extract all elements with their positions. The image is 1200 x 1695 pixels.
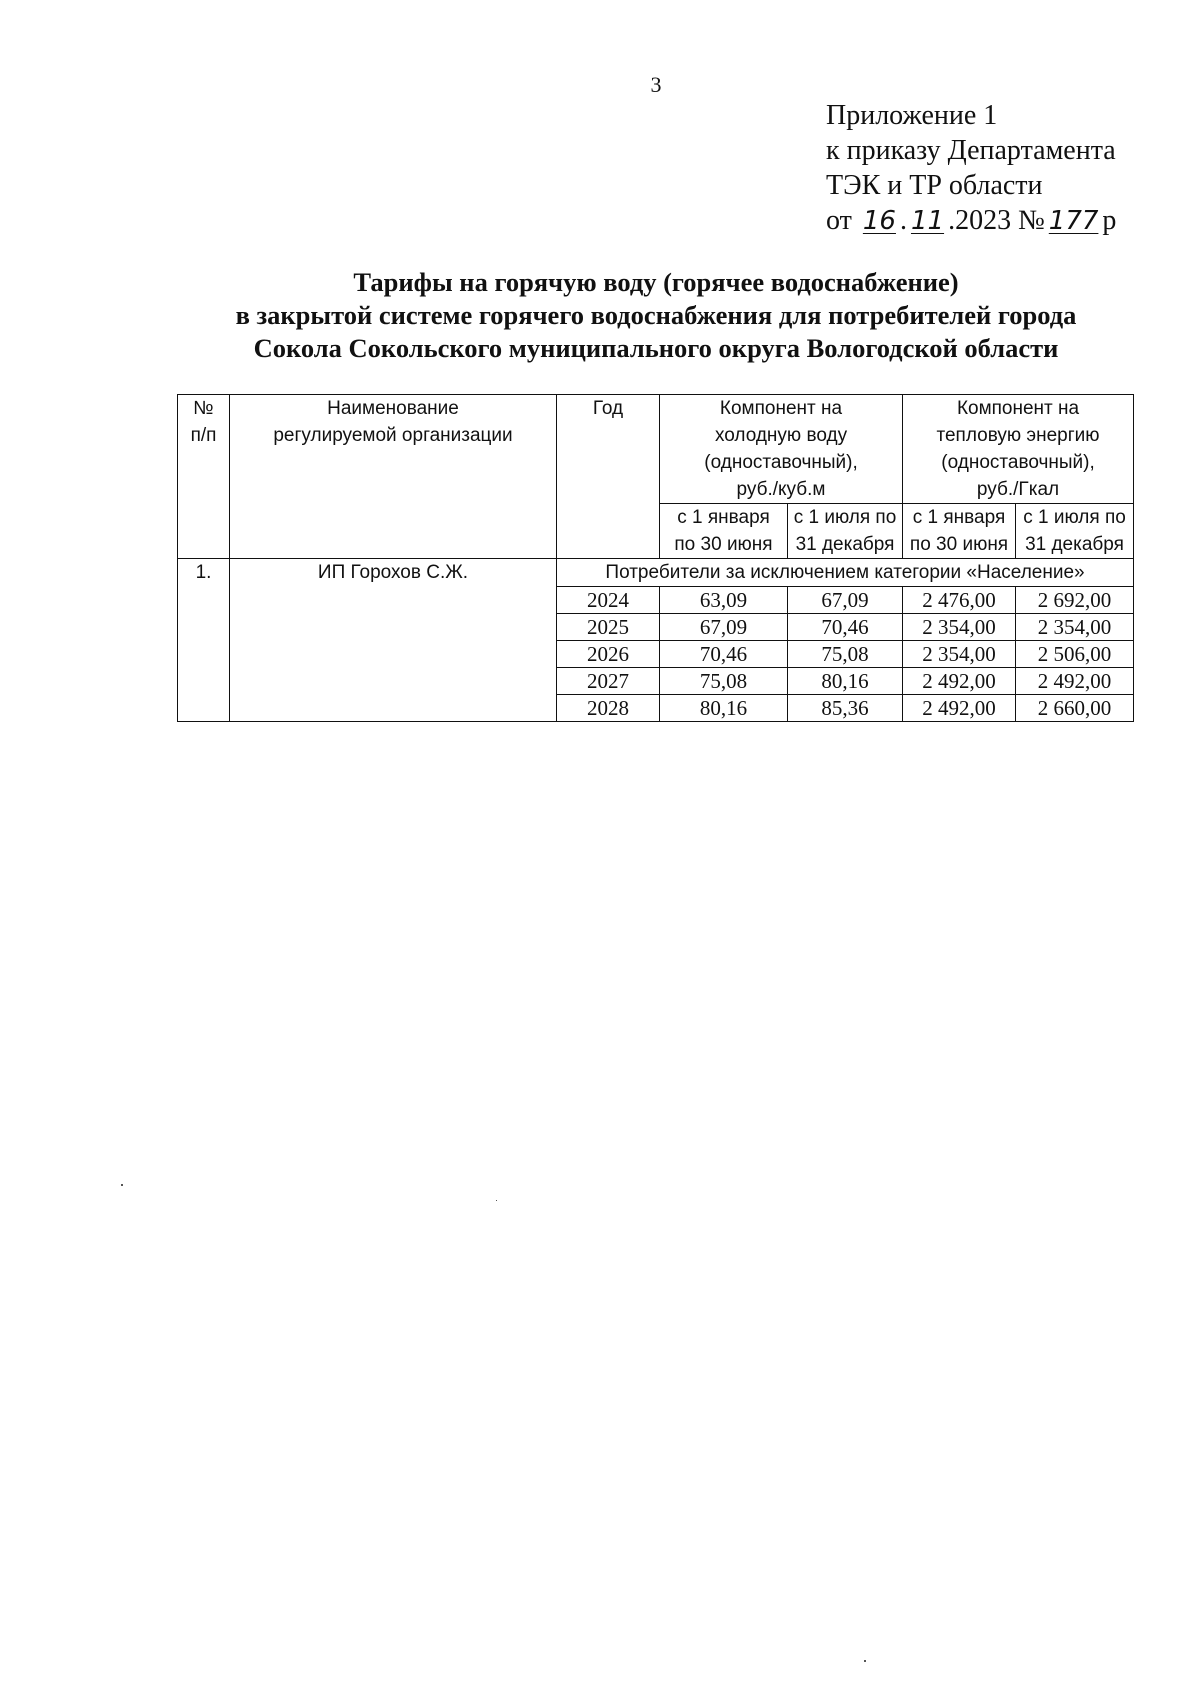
period-1-line-2: по 30 июня: [674, 534, 773, 555]
header-heat-line-1: Компонент на: [956, 398, 1080, 419]
period-1-line-1: с 1 января: [677, 507, 770, 528]
cold-water-h2-cell: 75,08: [788, 641, 903, 668]
category-row: [178, 559, 1134, 587]
header-heat-line-2: тепловую энергию: [936, 425, 1100, 446]
header-heat-period-2: [1016, 504, 1134, 559]
scan-speck: [496, 1200, 497, 1201]
heat-energy-h2-cell: 2 692,00: [1016, 587, 1134, 614]
heat-energy-h1-cell: 2 492,00: [903, 668, 1016, 695]
cold-water-h1-cell: 80,16: [660, 695, 788, 722]
cold-water-h1-cell: 67,09: [660, 614, 788, 641]
header-cold-line-3: (одноставочный),: [704, 452, 858, 473]
order-number-handwritten: 177: [1048, 206, 1099, 236]
date-day-handwritten: 16: [862, 206, 896, 236]
year-cell: 2026: [557, 641, 660, 668]
header-number-line-2: п/п: [190, 425, 217, 446]
period-1-line-2: по 30 июня: [909, 534, 1009, 555]
cold-water-h2-cell: 67,09: [788, 587, 903, 614]
cold-water-h1-cell: 63,09: [660, 587, 788, 614]
header-cold-line-1: Компонент на: [719, 398, 843, 419]
heat-energy-h2-cell: 2 354,00: [1016, 614, 1134, 641]
heat-energy-h2-cell: 2 492,00: [1016, 668, 1134, 695]
heat-energy-h1-cell: 2 476,00: [903, 587, 1016, 614]
consumer-category: Потребители за исключением категории «Население»: [557, 559, 1134, 587]
cold-water-h1-cell: 75,08: [660, 668, 788, 695]
document-title: [0, 266, 1200, 365]
year-cell: 2024: [557, 587, 660, 614]
header-number: [178, 395, 230, 559]
title-line-1: Тарифы на горячую воду (горячее водоснабжение): [353, 267, 959, 297]
title-line-3: Сокола Сокольского муниципального округа Вологодской области: [253, 333, 1059, 363]
header-organization-line-2: регулируемой организации: [273, 425, 513, 446]
period-1-line-1: с 1 января: [912, 507, 1006, 528]
appendix-line-1: Приложение 1: [826, 100, 998, 131]
appendix-line-3: ТЭК и ТР области: [826, 170, 1043, 201]
header-year: Год: [557, 395, 660, 559]
heat-energy-h1-cell: 2 354,00: [903, 614, 1016, 641]
heat-energy-h1-cell: 2 492,00: [903, 695, 1016, 722]
header-heat-period-1: [903, 504, 1016, 559]
header-organization-line-1: Наименование: [327, 398, 459, 419]
period-2-line-2: 31 декабря: [795, 534, 895, 555]
heat-energy-h2-cell: 2 660,00: [1016, 695, 1134, 722]
appendix-line-2: к приказу Департамента: [826, 135, 1116, 166]
header-cold-line-2: холодную воду: [714, 425, 848, 446]
date-separator: .: [899, 205, 907, 236]
appendix-block: [826, 98, 1116, 239]
organization-name: ИП Горохов С.Ж.: [230, 559, 557, 722]
heat-energy-h1-cell: 2 354,00: [903, 641, 1016, 668]
row-number: 1.: [178, 559, 230, 722]
header-organization: [230, 395, 557, 559]
heat-energy-h2-cell: 2 506,00: [1016, 641, 1134, 668]
header-heat-line-4: руб./Гкал: [976, 479, 1060, 500]
page-number: 3: [650, 72, 662, 97]
period-2-line-2: 31 декабря: [1025, 534, 1124, 555]
year-cell: 2025: [557, 614, 660, 641]
period-2-line-1: с 1 июля по: [1023, 507, 1126, 528]
cold-water-h2-cell: 80,16: [788, 668, 903, 695]
period-2-line-1: с 1 июля по: [793, 507, 897, 528]
header-number-line-1: №: [193, 398, 214, 419]
date-month-handwritten: 11: [910, 206, 945, 236]
year-cell: 2027: [557, 668, 660, 695]
title-line-2: в закрытой системе горячего водоснабжения для потребителей города: [235, 300, 1077, 330]
header-heat-energy: [903, 395, 1134, 504]
appendix-date-line: [826, 203, 1116, 239]
cold-water-h2-cell: 85,36: [788, 695, 903, 722]
header-heat-line-3: (одноставочный),: [941, 452, 1095, 473]
cold-water-h2-cell: 70,46: [788, 614, 903, 641]
header-cold-period-2: [788, 504, 903, 559]
scan-speck: [864, 1660, 866, 1662]
header-cold-line-4: руб./куб.м: [736, 479, 826, 500]
order-suffix: р: [1102, 205, 1117, 236]
header-row: [178, 395, 1134, 504]
tariff-table: [177, 394, 1134, 722]
year-cell: 2028: [557, 695, 660, 722]
cold-water-h1-cell: 70,46: [660, 641, 788, 668]
date-prefix: от: [826, 205, 852, 236]
header-cold-water: [660, 395, 903, 504]
header-cold-period-1: [660, 504, 788, 559]
date-year: .2023 №: [948, 205, 1045, 236]
scan-speck: [121, 1184, 123, 1186]
